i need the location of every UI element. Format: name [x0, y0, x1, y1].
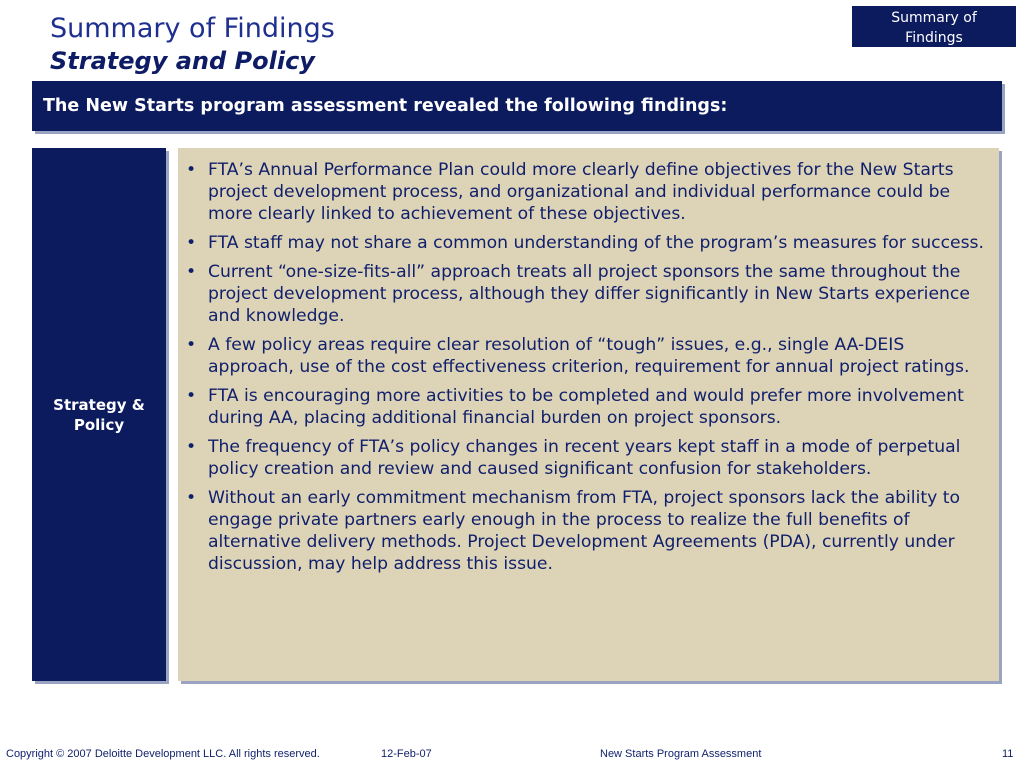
findings-list: [178, 148, 999, 681]
finding-item: [186, 487, 989, 575]
findings-banner: [32, 81, 1002, 131]
finding-item: [186, 159, 989, 225]
finding-text: The frequency of FTA’s policy changes in recent years kept staff in a mode of perpetual policy creation and review and caused significant confusion for stakeholders.: [208, 437, 961, 479]
finding-text: FTA staff may not share a common understanding of the program’s measures for success.: [208, 233, 984, 253]
finding-text: Current “one-size-fits-all” approach treats all project sponsors the same throughout the project development process, although they differ significantly in New Starts experience and knowledge.: [208, 262, 970, 326]
category-panel: [32, 148, 166, 681]
finding-text: Without an early commitment mechanism from FTA, project sponsors lack the ability to engage private partners early enough in the process to realize the full benefits of alternative delivery methods. Project Development Agreements (PDA), currently under discussion, may help address this issue.: [208, 488, 960, 574]
footer-document-title: New Starts Program Assessment: [600, 748, 762, 760]
bullet-icon: •: [186, 437, 197, 457]
finding-item: [186, 232, 989, 254]
bullet-icon: •: [186, 160, 197, 180]
section-badge-line1: Summary of: [891, 10, 977, 26]
finding-item: [186, 436, 989, 480]
banner-text: The New Starts program assessment revealed the following findings:: [43, 96, 728, 116]
footer-date: 12-Feb-07: [381, 748, 432, 760]
page-title: Summary of Findings: [50, 13, 335, 44]
footer-page-number: 11: [1002, 748, 1014, 760]
category-label-line2: Policy: [73, 415, 125, 434]
finding-text: A few policy areas require clear resolution of “tough” issues, e.g., single AA-DEIS approach, use of the cost effectiveness criterion, requirement for annual project ratings.: [208, 335, 970, 377]
finding-text: FTA’s Annual Performance Plan could more clearly define objectives for the New Starts project development process, and organizational and individual performance could be more clearly linked to achievement of these objectives.: [208, 160, 954, 224]
bullet-icon: •: [186, 262, 197, 282]
page-subtitle: Strategy and Policy: [50, 47, 315, 75]
section-badge-line2: Findings: [905, 30, 963, 46]
footer-copyright: Copyright © 2007 Deloitte Development LLC. All rights reserved.: [6, 748, 320, 760]
bullet-icon: •: [186, 335, 197, 355]
finding-item: [186, 261, 989, 327]
finding-text: FTA is encouraging more activities to be completed and would prefer more involvement during AA, placing additional financial burden on project sponsors.: [208, 386, 964, 428]
bullet-icon: •: [186, 488, 197, 508]
bullet-icon: •: [186, 386, 197, 406]
finding-item: [186, 334, 989, 378]
bullet-icon: •: [186, 233, 197, 253]
section-badge: [852, 6, 1016, 47]
category-label: [39, 395, 159, 435]
finding-item: [186, 385, 989, 429]
category-label-line1: Strategy &: [53, 395, 145, 414]
